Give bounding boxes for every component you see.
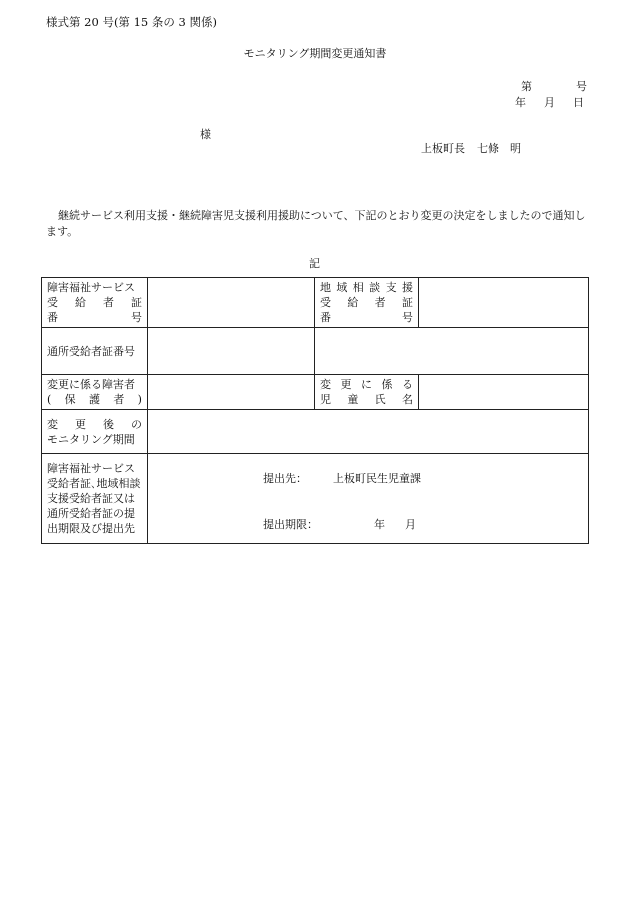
table-row	[42, 278, 589, 328]
submit-to-value: 上板町民生児童課	[333, 472, 421, 485]
issuer-name: 七條 明	[477, 142, 521, 155]
deadline-line	[263, 516, 416, 532]
label-line: 支援受給者証又は	[47, 492, 135, 505]
deadline-year-label: 年	[374, 518, 385, 531]
table-row	[42, 454, 589, 544]
label-line-justified: 受 給 者 証	[320, 296, 413, 309]
consultation-recipient-number-field[interactable]	[419, 278, 589, 328]
label-line: モニタリング期間	[47, 432, 135, 446]
table-row	[42, 328, 589, 375]
day-service-recipient-number-field[interactable]	[148, 328, 315, 375]
date-day-label: 日	[573, 96, 584, 109]
table-row	[42, 410, 589, 454]
label-line: 障害福祉サービス	[47, 462, 135, 475]
label-line: 通所受給者証の提	[47, 507, 135, 520]
submit-to-line	[263, 470, 421, 486]
submission-info-cell	[148, 454, 589, 544]
child-name-field[interactable]	[419, 375, 589, 410]
blank-cell	[315, 328, 589, 375]
deadline-month-label: 月	[405, 518, 416, 531]
document-number-prefix: 第	[521, 80, 532, 93]
document-title: モニタリング期間変更通知書	[243, 47, 387, 60]
label-line: 受給者証､地域相談	[47, 477, 141, 490]
notice-body-text: 継続サービス利用支援・継続障害児支援利用援助について、下記のとおり変更の決定をしましたので通知します。	[46, 209, 586, 238]
monitoring-period-label	[42, 410, 148, 454]
label-line-justified: 変 更 後 の	[47, 417, 142, 431]
label-line: 障害福祉サービス	[47, 281, 135, 294]
document-number-suffix: 号	[576, 80, 587, 93]
submission-label	[42, 454, 148, 544]
monitoring-period-field[interactable]	[148, 410, 589, 454]
submit-to-label: 提出先：	[263, 472, 307, 485]
service-recipient-number-label	[42, 278, 148, 328]
service-recipient-number-field[interactable]	[148, 278, 315, 328]
issuer	[421, 140, 521, 156]
date-line	[515, 94, 584, 110]
digit-boxes	[419, 299, 588, 307]
label-line-justified: 受 給 者 証	[47, 296, 142, 309]
deadline-label: 提出期限：	[263, 518, 318, 531]
guardian-field[interactable]	[148, 375, 315, 410]
label-line-justified: 番 号	[47, 311, 142, 324]
consultation-recipient-number-label	[315, 278, 419, 328]
guardian-label	[42, 375, 148, 410]
date-year-label: 年	[515, 96, 526, 109]
recipient-suffix: 様	[200, 128, 211, 141]
notice-form-table	[41, 277, 589, 544]
digit-boxes	[148, 347, 314, 355]
label-line-justified: 児 童 氏 名	[320, 393, 413, 406]
label-line-justified: ( 保 護 者 )	[47, 393, 142, 406]
form-number: 様式第 20 号(第 15 条の 3 関係)	[46, 15, 217, 29]
label-line-justified: 番 号	[320, 311, 413, 324]
issuer-title: 上板町長	[421, 142, 465, 155]
label-line-justified: 地 域 相 談 支 援	[320, 281, 413, 294]
label-line-justified: 変 更 に 係 る	[320, 378, 413, 391]
document-number-line	[521, 78, 587, 94]
child-name-label	[315, 375, 419, 410]
date-month-label: 月	[544, 96, 555, 109]
label-line: 出期限及び提出先	[47, 522, 135, 535]
table-row	[42, 375, 589, 410]
digit-boxes	[148, 299, 314, 307]
label-line: 変更に係る障害者	[47, 378, 135, 391]
ki-label: 記	[309, 257, 320, 270]
day-service-recipient-number-label: 通所受給者証番号	[42, 328, 148, 375]
